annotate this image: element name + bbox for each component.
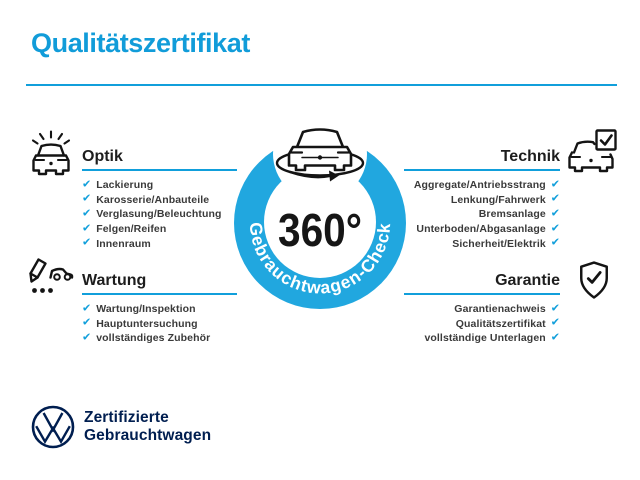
list-item xyxy=(82,222,242,237)
section-technik xyxy=(400,148,560,250)
check-icon: ✔ xyxy=(82,302,92,315)
list-item-label: Aggregate/Antriebsstrang xyxy=(413,179,546,192)
list-item-label: Felgen/Reifen xyxy=(96,223,167,236)
check-icon: ✔ xyxy=(82,236,92,249)
list-item-label: vollständiges Zubehör xyxy=(96,332,211,345)
list-item xyxy=(400,302,560,317)
list-item-label: Sicherheit/Elektrik xyxy=(452,237,546,250)
section-title: Optik xyxy=(82,148,123,165)
check-icon: ✔ xyxy=(82,222,92,235)
list-item xyxy=(82,302,242,317)
list-item xyxy=(400,222,560,237)
list-item-label: Wartung/Inspektion xyxy=(96,303,196,316)
section-garantie xyxy=(400,272,560,345)
list-item xyxy=(82,236,242,251)
list-item xyxy=(82,178,242,193)
check-icon: ✔ xyxy=(82,207,92,220)
pen-car-service-icon xyxy=(25,254,75,306)
shield-check-icon xyxy=(577,260,611,302)
list-item xyxy=(400,317,560,332)
list-item-label: Unterboden/Abgasanlage xyxy=(416,223,546,236)
check-icon: ✔ xyxy=(550,178,560,191)
degree-label: 360° xyxy=(278,204,362,256)
car-shine-icon xyxy=(26,127,76,179)
list-item-label: Qualitätszertifikat xyxy=(455,317,546,330)
gebrauchtwagen-check-badge xyxy=(222,104,418,344)
section-optik xyxy=(82,148,242,250)
brand-label xyxy=(84,409,211,444)
list-item xyxy=(82,331,242,346)
check-icon: ✔ xyxy=(550,192,560,205)
list-item-label: Karosserie/Anbauteile xyxy=(96,193,210,206)
list-item xyxy=(400,236,560,251)
list-item-label: Lenkung/Fahrwerk xyxy=(450,193,546,206)
list-item xyxy=(400,178,560,193)
checklist xyxy=(82,302,242,346)
list-item xyxy=(82,193,242,208)
brand-label-line1: Zertifizierte xyxy=(84,409,169,426)
check-icon: ✔ xyxy=(550,316,560,329)
vw-logo xyxy=(31,405,75,449)
check-icon: ✔ xyxy=(550,207,560,220)
section-underline xyxy=(404,293,560,295)
list-item-label: Innenraum xyxy=(96,237,151,250)
list-item xyxy=(82,207,242,222)
car-checkbox-icon xyxy=(567,128,619,180)
title-underline xyxy=(26,84,617,86)
section-underline xyxy=(82,169,237,171)
list-item xyxy=(400,331,560,346)
check-icon: ✔ xyxy=(550,302,560,315)
footer xyxy=(0,400,640,460)
list-item-label: Verglasung/Beleuchtung xyxy=(96,208,222,221)
check-icon: ✔ xyxy=(82,192,92,205)
section-underline xyxy=(82,293,237,295)
check-icon: ✔ xyxy=(550,236,560,249)
list-item-label: Hauptuntersuchung xyxy=(96,317,198,330)
ring-label: Gebrauchtwagen-Check xyxy=(245,221,395,298)
check-icon: ✔ xyxy=(82,331,92,344)
list-item-label: Bremsanlage xyxy=(478,208,546,221)
section-title: Wartung xyxy=(82,272,147,289)
list-item-label: vollständige Unterlagen xyxy=(424,332,546,345)
page-title: Qualitätszertifikat xyxy=(31,28,250,58)
section-title: Garantie xyxy=(495,272,560,289)
check-icon: ✔ xyxy=(82,316,92,329)
section-title: Technik xyxy=(500,148,560,165)
brand-label-line2: Gebrauchtwagen xyxy=(84,426,212,444)
list-item xyxy=(400,207,560,222)
list-item-label: Garantienachweis xyxy=(454,303,546,316)
checklist xyxy=(400,302,560,346)
section-wartung xyxy=(82,272,242,345)
list-item-label: Lackierung xyxy=(96,179,154,192)
check-icon: ✔ xyxy=(550,222,560,235)
check-icon: ✔ xyxy=(550,331,560,344)
check-icon: ✔ xyxy=(82,178,92,191)
section-underline xyxy=(404,169,560,171)
list-item xyxy=(400,193,560,208)
checklist xyxy=(82,178,242,251)
list-item xyxy=(82,317,242,332)
checklist xyxy=(400,178,560,251)
